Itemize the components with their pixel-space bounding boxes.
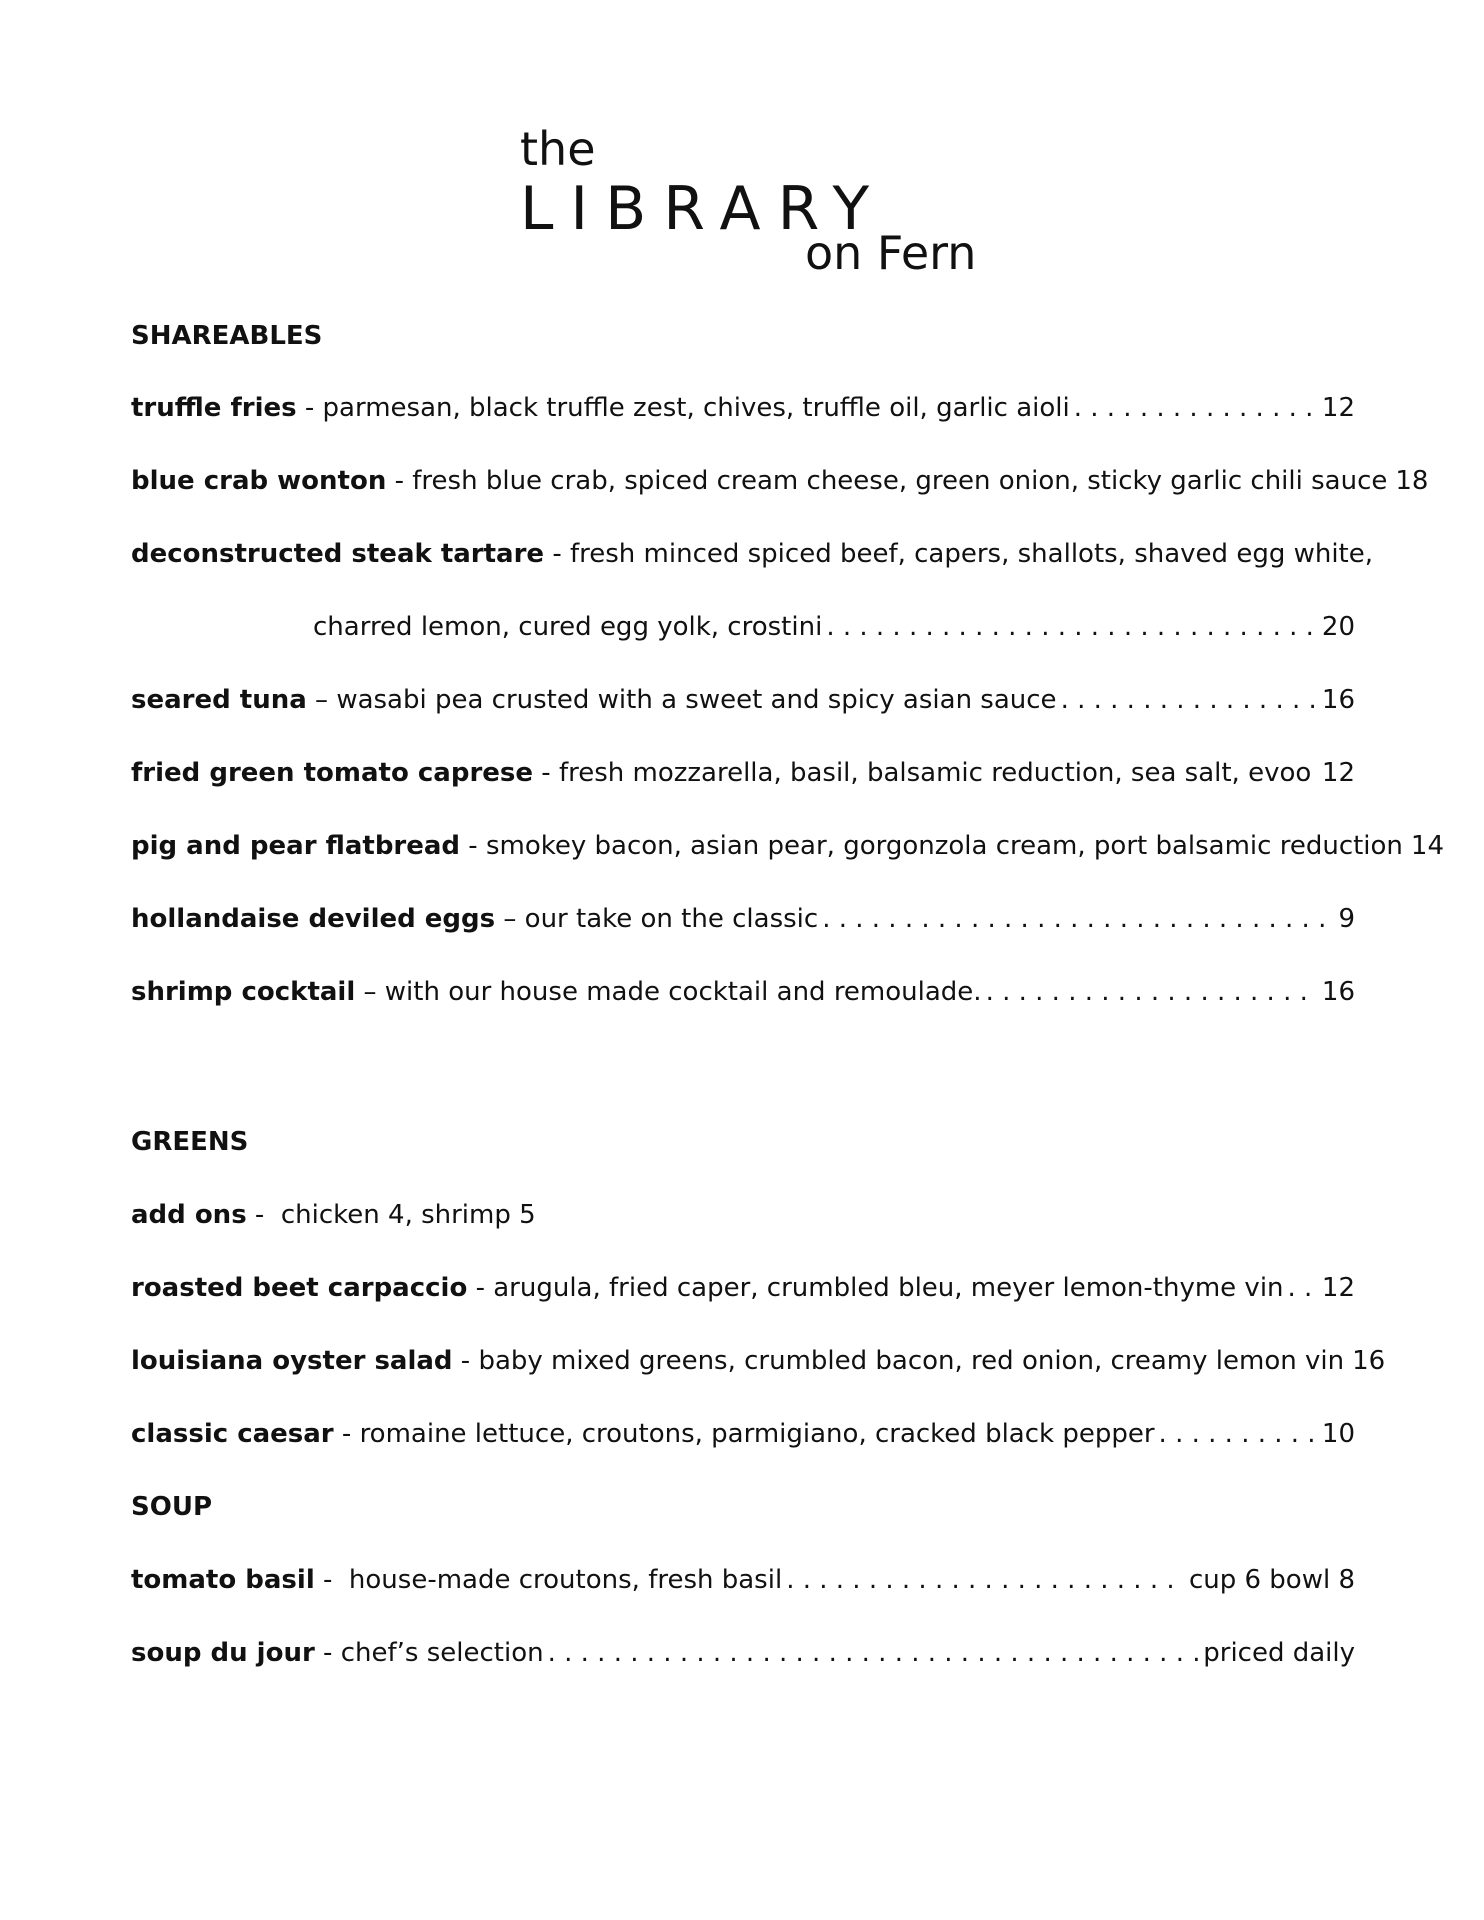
menu-item [131, 1270, 1355, 1306]
item-description: fresh mozzarella, basil, balsamic reduction, sea salt, evoo [558, 758, 1312, 788]
item-separator: - [544, 539, 570, 569]
item-separator: – [355, 977, 385, 1007]
dot-leader [1074, 390, 1318, 426]
item-separator: - [333, 1419, 360, 1449]
item-description: with our house made cocktail and remoulade. [384, 977, 982, 1007]
dot-leader [986, 974, 1318, 1010]
menu-item [131, 1562, 1355, 1598]
item-description-continued: charred lemon, cured egg yolk, crostini [313, 612, 823, 642]
menu-item [131, 390, 1355, 426]
section-title-shareables: SHAREABLES [131, 321, 323, 351]
item-separator: - [296, 393, 323, 423]
item-description: fresh minced spiced beef, capers, shallots, shaved egg white, [569, 539, 1374, 569]
menu-item [131, 1343, 1386, 1379]
item-price: 12 [1321, 1273, 1355, 1303]
logo-library: LIBRARY [520, 174, 887, 244]
item-name: blue crab wonton [131, 466, 387, 496]
item-separator: - [452, 1346, 479, 1376]
item-price: 14 [1410, 831, 1445, 861]
dot-leader [1315, 755, 1318, 791]
menu-item [131, 901, 1355, 937]
item-description: chef’s selection [340, 1638, 544, 1668]
item-price: 16 [1321, 977, 1355, 1007]
item-description: house-made croutons, fresh basil [348, 1565, 783, 1595]
item-description: parmesan, black truffle zest, chives, truffle oil, garlic aioli [322, 393, 1070, 423]
item-name: tomato basil [131, 1565, 315, 1595]
item-description: wasabi pea crusted with a sweet and spicy asian sauce [336, 685, 1057, 715]
menu-item [131, 828, 1445, 864]
item-description: baby mixed greens, crumbled bacon, red onion, creamy lemon vin [478, 1346, 1345, 1376]
menu-item [131, 682, 1355, 718]
item-name: shrimp cocktail [131, 977, 356, 1007]
logo-the: the [520, 122, 596, 176]
item-price: 12 [1321, 393, 1355, 423]
item-separator: – [495, 904, 525, 934]
item-separator: - [314, 1638, 341, 1668]
restaurant-logo [520, 118, 980, 288]
menu-item [131, 1416, 1355, 1452]
item-name: classic caesar [131, 1419, 334, 1449]
item-name: roasted beet carpaccio [131, 1273, 468, 1303]
section-title-greens: GREENS [131, 1127, 249, 1157]
dot-leader [1159, 1416, 1318, 1452]
item-description: smokey bacon, asian pear, gorgonzola cream, port balsamic reduction [485, 831, 1403, 861]
item-description: our take on the classic [524, 904, 819, 934]
menu-item [131, 974, 1355, 1010]
item-price: 12 [1321, 758, 1355, 788]
item-separator: - [314, 1565, 349, 1595]
item-name: deconstructed steak tartare [131, 539, 545, 569]
dot-leader [1288, 1270, 1318, 1306]
item-name: seared tuna [131, 685, 307, 715]
item-price: 16 [1352, 1346, 1386, 1376]
item-separator: - [386, 466, 413, 496]
item-separator: - [246, 1200, 281, 1230]
item-price: 16 [1321, 685, 1355, 715]
dot-leader [826, 609, 1318, 645]
item-separator: - [533, 758, 559, 788]
item-separator: - [460, 831, 486, 861]
item-separator: - [467, 1273, 494, 1303]
item-description: arugula, fried caper, crumbled bleu, meyer lemon-thyme vin [493, 1273, 1284, 1303]
menu-item [131, 463, 1429, 499]
item-price: 10 [1321, 1419, 1355, 1449]
item-price: 9 [1338, 904, 1355, 934]
item-name: hollandaise deviled eggs [131, 904, 496, 934]
dot-leader [786, 1562, 1185, 1598]
add-ons-description: chicken 4, shrimp 5 [280, 1200, 536, 1230]
item-description: fresh blue crab, spiced cream cheese, green onion, sticky garlic chili sauce [412, 466, 1388, 496]
dot-leader [548, 1635, 1200, 1671]
item-name: soup du jour [131, 1638, 315, 1668]
item-price: priced daily [1203, 1638, 1355, 1668]
menu-item [131, 755, 1355, 791]
item-name: fried green tomato caprese [131, 758, 534, 788]
item-price: 20 [1321, 612, 1355, 642]
item-separator: – [306, 685, 337, 715]
logo-on-fern: on Fern [805, 226, 977, 280]
add-ons-label: add ons [131, 1200, 247, 1230]
item-price: cup 6 bowl 8 [1188, 1565, 1355, 1595]
section-title-soup: SOUP [131, 1492, 212, 1522]
dot-leader [1061, 682, 1318, 718]
item-name: pig and pear flatbread [131, 831, 461, 861]
dot-leader [822, 901, 1334, 937]
item-name: truffle fries [131, 393, 297, 423]
menu-item [131, 536, 1374, 572]
item-price: 18 [1395, 466, 1429, 496]
menu-item [131, 1635, 1355, 1671]
item-name: louisiana oyster salad [131, 1346, 453, 1376]
item-description: romaine lettuce, croutons, parmigiano, cracked black pepper [359, 1419, 1155, 1449]
add-ons-line [131, 1197, 1355, 1233]
menu-item-continuation [131, 609, 1355, 645]
